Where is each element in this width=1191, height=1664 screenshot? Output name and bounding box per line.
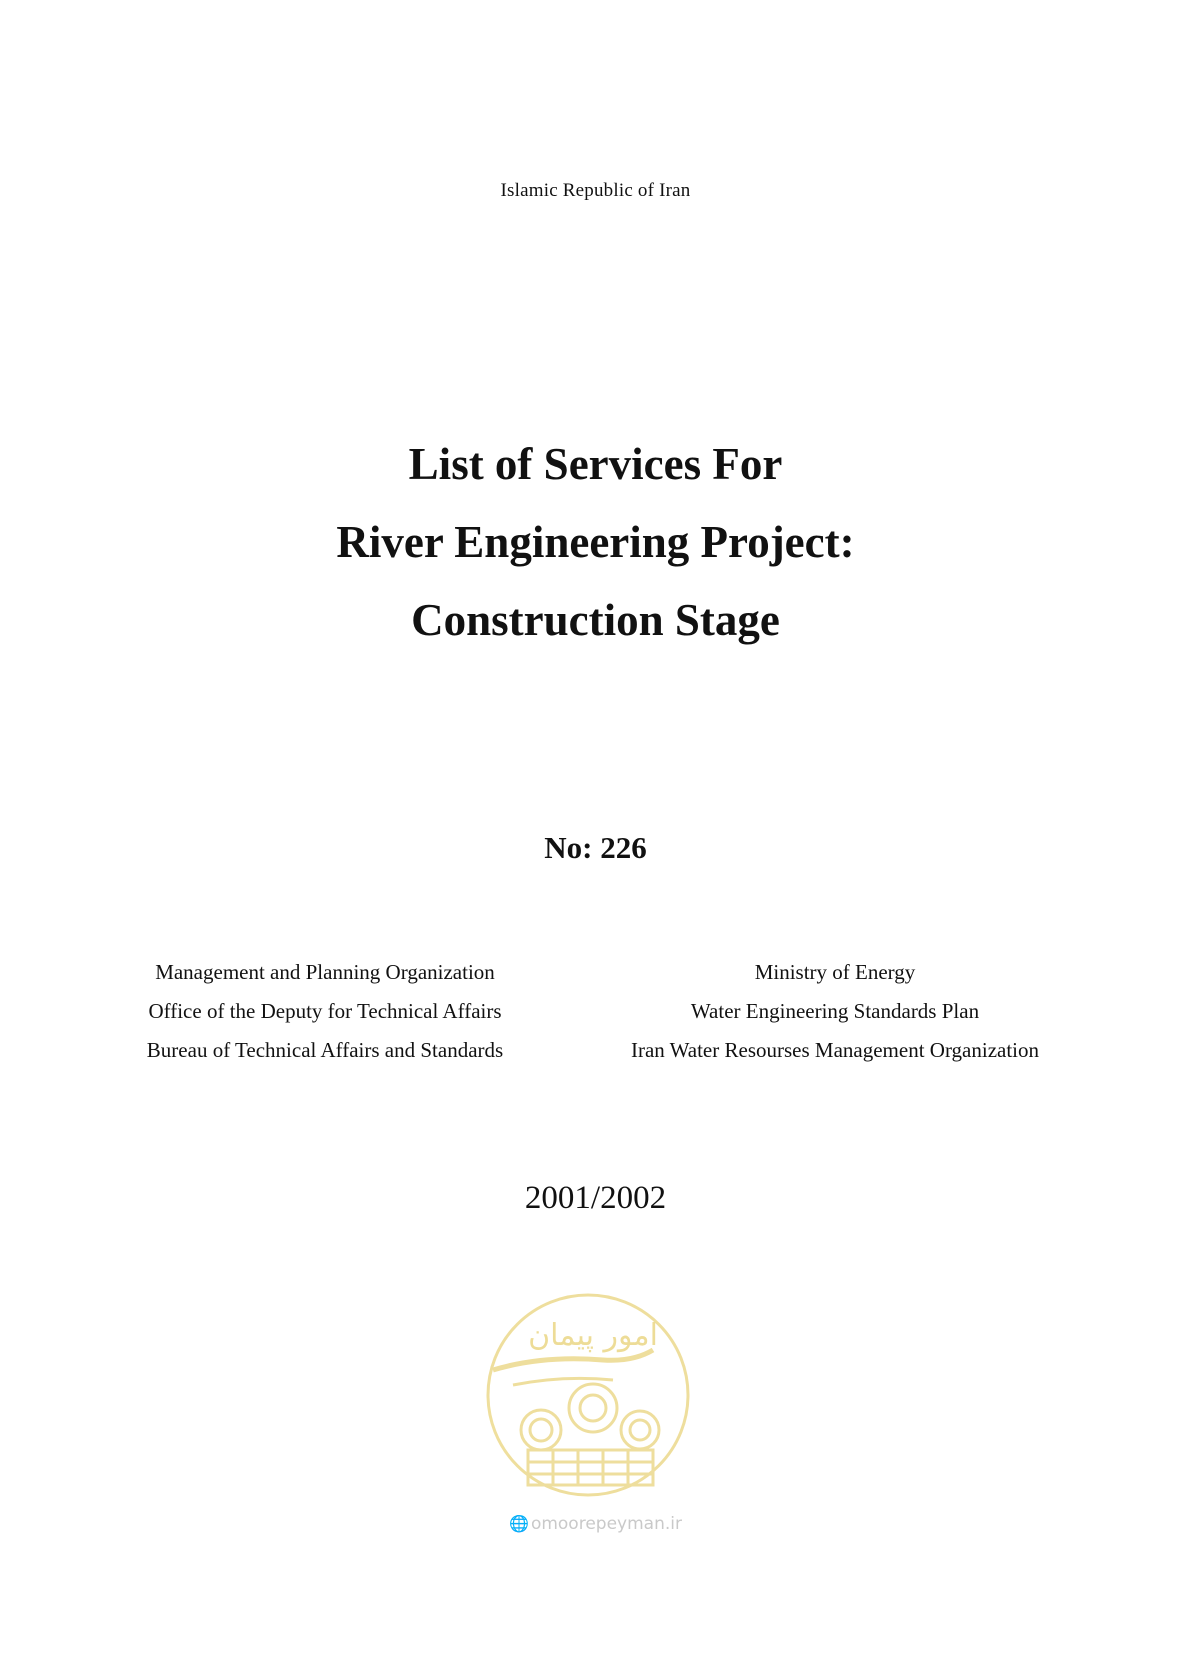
publisher-right-line-1: Ministry of Energy — [754, 960, 916, 984]
document-number: No: 226 — [544, 830, 647, 865]
watermark-site — [0, 1514, 1191, 1534]
publisher-right-column — [600, 953, 1070, 1070]
title-line-2: River Engineering Project: — [336, 517, 855, 567]
watermark-site-text: omoorepeyman.ir — [530, 1514, 682, 1534]
publisher-left-line-2: Office of the Deputy for Technical Affairs — [148, 999, 502, 1023]
publisher-left-line-3: Bureau of Technical Affairs and Standards — [146, 1038, 504, 1062]
publisher-right-line-2: Water Engineering Standards Plan — [690, 999, 980, 1023]
watermark-seal-logo — [483, 1290, 693, 1500]
publisher-left-column — [105, 953, 545, 1070]
publisher-right-line-3: Iran Water Resourses Management Organization — [630, 1038, 1040, 1062]
publication-year: 2001/2002 — [524, 1180, 667, 1216]
document-title — [0, 425, 1191, 659]
publisher-left-line-1: Management and Planning Organization — [155, 960, 495, 984]
globe-icon: 🌐 — [509, 1514, 529, 1533]
title-line-3: Construction Stage — [411, 595, 780, 645]
watermark-logo-text: امور پیمان — [528, 1318, 658, 1353]
country-header: Islamic Republic of Iran — [500, 180, 691, 201]
title-line-1: List of Services For — [408, 439, 783, 489]
